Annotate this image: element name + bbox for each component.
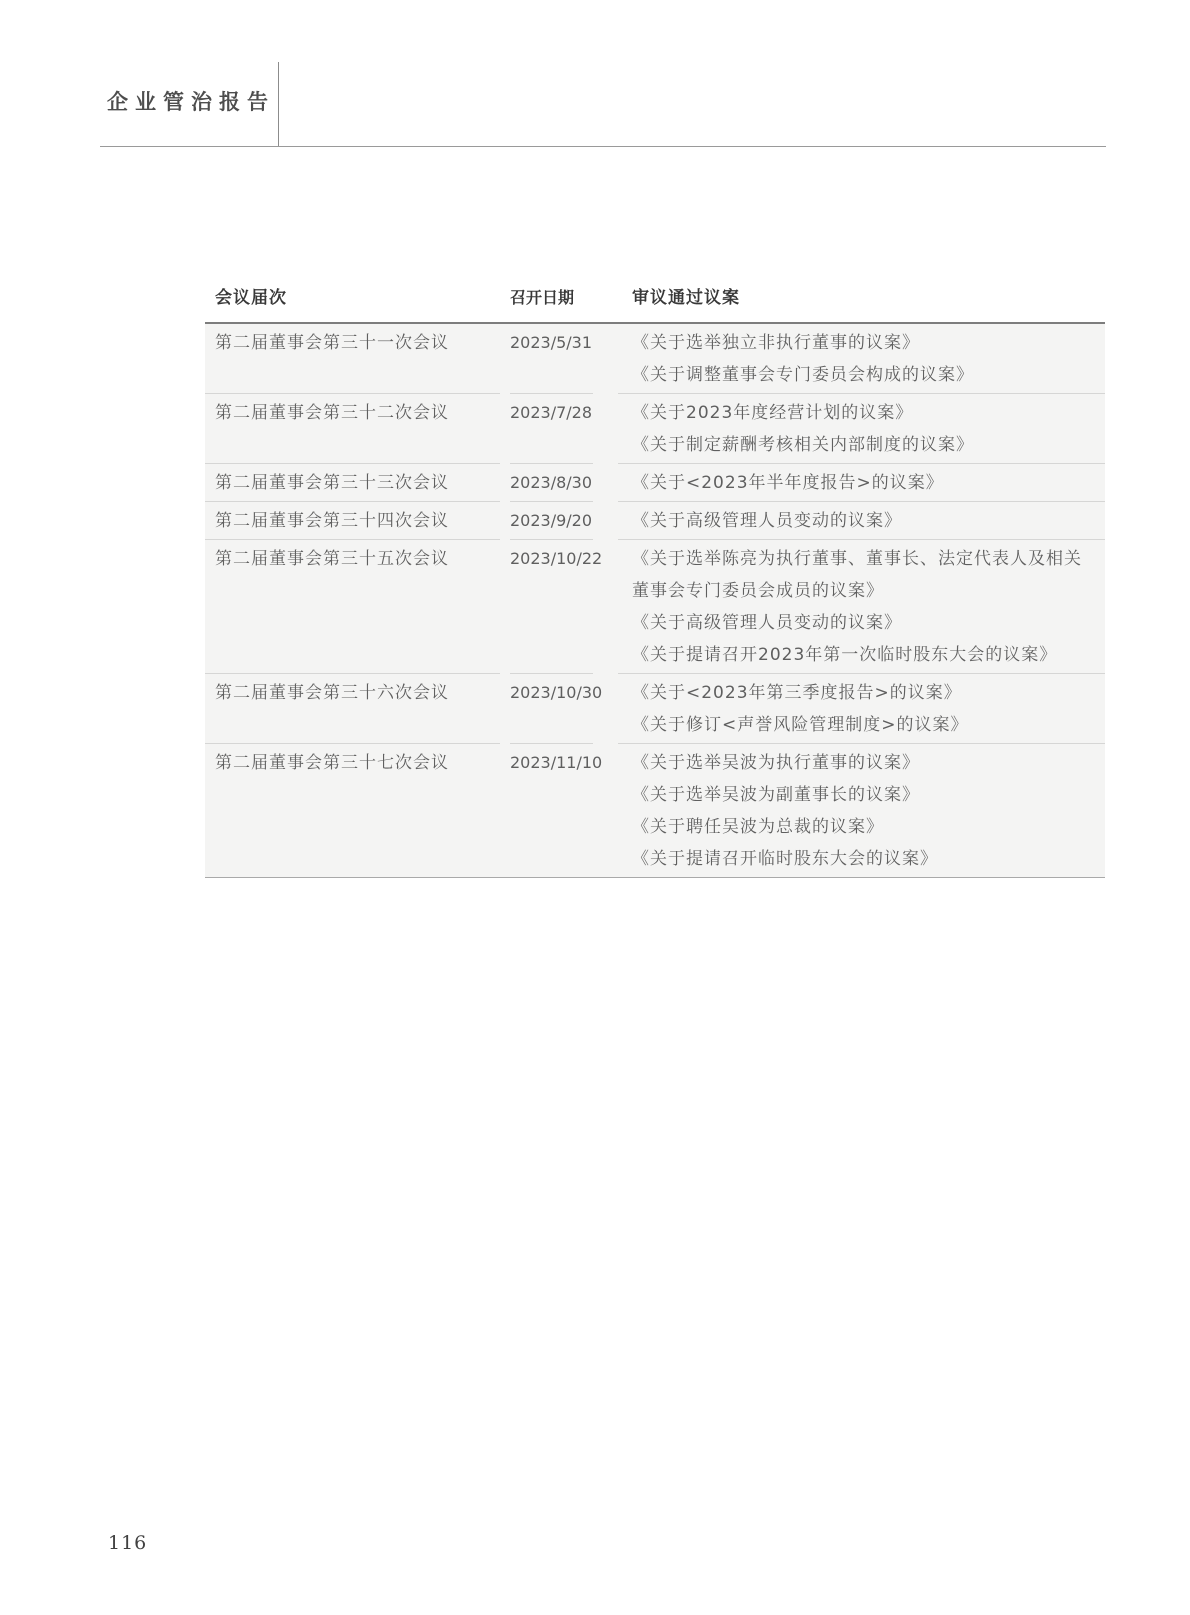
- column-gap: [593, 286, 618, 310]
- meeting-session-cell: 第二届董事会第三十二次会议: [205, 394, 500, 464]
- table-row: [205, 324, 1105, 394]
- resolution-item: 《关于调整董事会专门委员会构成的议案》: [632, 365, 974, 385]
- resolution-item: 《关于选举吴波为副董事长的议案》: [632, 785, 920, 805]
- column-gap: [500, 286, 510, 310]
- resolutions-cell: [618, 502, 1105, 540]
- meeting-date-cell: 2023/5/31: [510, 324, 593, 394]
- resolutions-cell: [618, 394, 1105, 464]
- column-header-resolutions: 审议通过议案: [632, 288, 740, 308]
- column-gap: [500, 324, 510, 394]
- resolutions-cell: [618, 744, 1105, 877]
- table-body: [205, 324, 1105, 878]
- resolution-item: 《关于选举吴波为执行董事的议案》: [632, 753, 920, 773]
- column-gap: [500, 540, 510, 674]
- column-gap: [593, 324, 618, 394]
- meeting-date-cell: 2023/9/20: [510, 502, 593, 540]
- column-gap: [500, 674, 510, 744]
- table-row: [205, 464, 1105, 502]
- resolutions-cell: [618, 324, 1105, 394]
- resolution-item: 《关于修订<声誉风险管理制度>的议案》: [632, 715, 969, 735]
- meeting-date-cell: 2023/10/22: [510, 540, 593, 674]
- column-header-meeting: 会议届次: [215, 288, 287, 308]
- resolution-item: 《关于制定薪酬考核相关内部制度的议案》: [632, 435, 974, 455]
- table-row: [205, 502, 1105, 540]
- meeting-session-cell: 第二届董事会第三十六次会议: [205, 674, 500, 744]
- table-header-row: [205, 278, 1105, 322]
- resolutions-cell: [618, 674, 1105, 744]
- meeting-date-cell: 2023/10/30: [510, 674, 593, 744]
- meeting-session-cell: 第二届董事会第三十五次会议: [205, 540, 500, 674]
- column-gap: [593, 540, 618, 674]
- resolution-item: 《关于提请召开2023年第一次临时股东大会的议案》: [632, 645, 1058, 665]
- meeting-session-cell: 第二届董事会第三十四次会议: [205, 502, 500, 540]
- header-horizontal-rule: [100, 146, 1106, 147]
- meeting-session-cell: 第二届董事会第三十三次会议: [205, 464, 500, 502]
- column-header-date: 召开日期: [510, 288, 575, 307]
- column-gap: [593, 394, 618, 464]
- resolution-item: 《关于<2023年半年度报告>的议案》: [632, 473, 944, 493]
- resolutions-cell: [618, 464, 1105, 502]
- resolution-item: 《关于选举独立非执行董事的议案》: [632, 333, 920, 353]
- column-gap: [500, 464, 510, 502]
- meeting-date-cell: 2023/7/28: [510, 394, 593, 464]
- resolution-item: 《关于<2023年第三季度报告>的议案》: [632, 683, 962, 703]
- table-row: [205, 674, 1105, 744]
- meeting-session-cell: 第二届董事会第三十一次会议: [205, 324, 500, 394]
- table-row: [205, 744, 1105, 877]
- resolution-item: 《关于高级管理人员变动的议案》: [632, 511, 902, 531]
- table-row: [205, 394, 1105, 464]
- resolution-item: 《关于选举陈亮为执行董事、董事长、法定代表人及相关董事会专门委员会成员的议案》: [632, 549, 1082, 601]
- column-gap: [593, 674, 618, 744]
- column-gap: [593, 502, 618, 540]
- column-gap: [500, 502, 510, 540]
- column-gap: [500, 744, 510, 877]
- resolution-item: 《关于2023年度经营计划的议案》: [632, 403, 914, 423]
- report-section-title: 企业管治报告: [107, 89, 275, 114]
- column-gap: [593, 744, 618, 877]
- resolutions-cell: [618, 540, 1105, 674]
- board-meetings-table: [205, 278, 1105, 878]
- column-gap: [500, 394, 510, 464]
- meeting-date-cell: 2023/11/10: [510, 753, 603, 772]
- table-row: [205, 540, 1105, 674]
- page-number: 116: [108, 1532, 148, 1554]
- resolution-item: 《关于聘任吴波为总裁的议案》: [632, 817, 884, 837]
- meeting-session-cell: 第二届董事会第三十七次会议: [215, 753, 449, 773]
- meeting-date-cell: 2023/8/30: [510, 464, 593, 502]
- resolution-item: 《关于高级管理人员变动的议案》: [632, 613, 902, 633]
- resolution-item: 《关于提请召开临时股东大会的议案》: [632, 849, 938, 869]
- column-gap: [593, 464, 618, 502]
- header-vertical-rule: [278, 62, 279, 147]
